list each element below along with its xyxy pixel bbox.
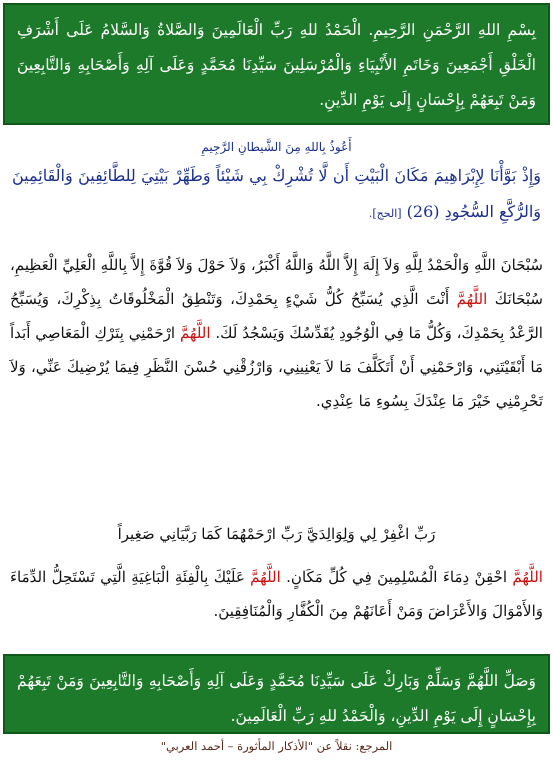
second-dua-paragraph — [10, 560, 543, 628]
paragraph-part-1: احْقِنْ دِمَاءَ الْمُسْلِمِينَ فِي كُلِّ مَكَانٍ. — [286, 568, 507, 586]
parents-dua: رَبِّ اغْفِرْ لِي وَلِوَالِدَيَّ رَبِّ ارْحَمْهُمَا كَمَا رَبَّيَانِي صَغِيراً — [117, 525, 436, 543]
closing-salawat: وَصَلِّ اللَّهُمَّ وَسَلِّمْ وَبَارِكْ عَلَى سَيِّدِنَا مُحَمَّدٍ وَعَلَى آلِهِ وَأَصْحَابِهِ وَالتَّابِعِينَ وَمَنْ تَبِعَهُمْ بِإِحْسَانٍ إِلَى يَوْمِ الدِّينِ، وَالْحَمْدُ للهِ رَبِّ الْعَالَمِينَ. — [17, 672, 536, 725]
paragraph-part-3: ارْحَمْنِي بِتَرْكِ الْمَعَاصِي أَبَداً مَا أَبْقَيْتَنِي، وَارْحَمْنِي أَنْ أَتَكَلَّفَ مَا لاَ يَعْنِينِي، وَارْزُقْنِي حُسْنَ النَّظَرِ فِيمَا يُرْضِيكَ عَنِّي، وَلاَ تَحْرِمْنِي خَيْرَ مَا عِنْدَكَ بِسُوءِ مَا عِنْدِي. — [10, 324, 543, 410]
main-dhikr-paragraph — [10, 248, 543, 418]
paragraph-part-1: سُبْحَانَ اللَّهِ وَالْحَمْدُ لِلَّهِ وَلاَ إِلَهَ إِلاَّ اللَّهُ وَاللَّهُ أَكْبَرُ، وَلاَ حَوْلَ وَلاَ قُوَّةَ إِلاَّ بِاللَّهِ الْعَلِيِّ الْعَظِيمِ، سُبْحَانَكَ — [10, 256, 543, 308]
paragraph-part-2: عَلَيْكَ بِالْفِئَةِ الْبَاغِيَةِ الَّتِي تَسْتَحِلُّ الدِّمَاءَ وَالأَمْوَالَ وَالأَعْرَاضَ وَمَنْ أَعَانَهُمْ مِنَ الْكُفَّارِ وَالْمُنَافِقِينَ. — [10, 568, 543, 620]
istiadha-line: أَعُوذُ بِاللهِ مِنَ الشَّيطانِ الرَّجِيمِ — [201, 140, 352, 154]
allahumma-highlight: اللَّهُمَّ — [456, 290, 488, 308]
header-green-box — [3, 3, 550, 125]
paragraph-part-2: أَنْتَ الَّذِي يُسَبِّحُ كُلُّ شَيْءٍ بِحَمْدِكَ، وَتَنْطِقُ الْمَخْلُوقَاتُ بِذِكْرِكَ، وَيُسَبِّحُ الرَّعْدُ بِحَمْدِكَ، وَكُلُّ مَا فِي الْوُجُودِ يُقَدِّسُكَ وَيَسْجُدُ لَكَ. — [10, 290, 543, 342]
allahumma-highlight: اللَّهُمَّ — [179, 324, 211, 342]
allahumma-highlight: اللَّهُمَّ — [512, 568, 543, 586]
verse-reference: [الحج]. — [368, 207, 402, 220]
quran-verse — [12, 158, 541, 232]
allahumma-highlight: اللَّهُمَّ — [250, 568, 281, 586]
opening-invocation: بِسْمِ اللهِ الرَّحْمَنِ الرَّحِيمِ. الْحَمْدُ للهِ رَبِّ الْعَالَمِينَ وَالصَّلاةُ وَالسَّلامُ عَلَى أَشْرَفِ الْخَلْقِ أَجْمَعِينَ وَخَاتَمِ الأَنْبِيَاءِ وَالْمُرْسَلِينَ سَيِّدِنَا مُحَمَّدٍ وَعَلَى آلِهِ وَأَصْحَابِهِ وَالتَّابِعِينَ وَمَنْ تَبِعَهُمْ بِإِحْسَانٍ إِلَى يَوْمِ الدِّينِ. — [17, 21, 536, 109]
footer-green-box — [3, 654, 550, 734]
source-reference: المرجع: نقلاً عن "الأذكار المأثورة – أحمد العربي" — [160, 739, 393, 753]
verse-text: وَإِذْ بَوَّأْنَا لِإِبْرَاهِيمَ مَكَانَ الْبَيْتِ أَن لَّا تُشْرِكْ بِي شَيْئاً وَطَهِّرْ بَيْتِيَ لِلطَّائِفِينَ وَالْقَائِمِينَ وَالرُّكَّعِ السُّجُودِ (26) — [12, 166, 541, 221]
